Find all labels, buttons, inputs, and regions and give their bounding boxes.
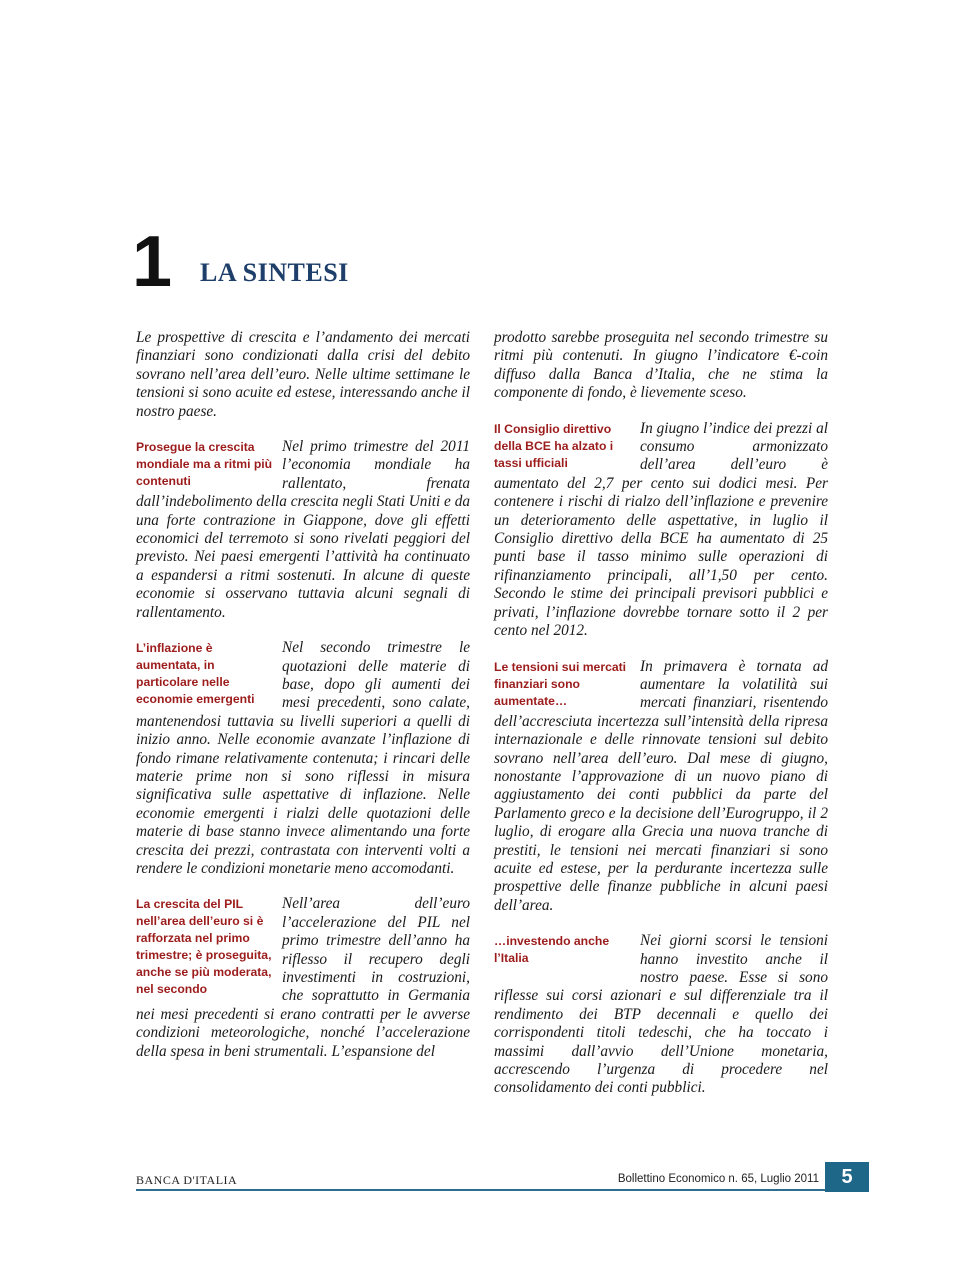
section-block bbox=[494, 420, 828, 641]
section-block bbox=[136, 895, 470, 1061]
left-intro-paragraph: Le prospettive di crescita e l’andamento dei mercati finanziari sono condizionati dalla crisi del debito sovrano nell’area dell’euro. Nelle ultime settimane le tensioni si sono acuite ed estese, interessando anche il nostro paese. bbox=[136, 329, 470, 420]
footer-divider bbox=[136, 1189, 869, 1191]
right-intro-paragraph: prodotto sarebbe proseguita nel secondo trimestre su ritmi più contenuti. In giugno l’indicatore €-coin diffuso dalla Banca d’Italia, che ne stima la componente di fondo, è lievemente sceso. bbox=[494, 329, 828, 402]
section-block bbox=[494, 658, 828, 916]
section-text: Nel primo trimestre del 2011 l’economia mondiale ha rallentato, frenata dall’indebolimento della crescita negli Stati Uniti e da una forte contrazione in Giappone, dove gli effetti economici del terremoto si sono rivelati peggiori del previsto. Nei paesi emergenti l’attività ha continuato a espandersi a ritmi sostenuti. In alcune di queste economie si osservano tuttavia alcuni segnali di rallentamento. bbox=[136, 438, 470, 621]
section-text: Nei giorni scorsi le tensioni hanno investito anche il nostro paese. Esse si sono riflesse sui corsi azionari e sul differenziale tra il rendimento dei BTP decennali e quello dei corrispondenti titoli tedeschi, che ha toccato i massimi dall’avvio dell’Unione monetaria, accrescendo l’urgenza di procedere nel consolidamento dei conti pubblici. bbox=[494, 932, 828, 1097]
section-text: In giugno l’indice dei prezzi al consumo armonizzato dell’area dell’euro è aumentato del 2,7 per cento sui dodici mesi. Per contenere i rischi di rialzo dell’inflazione e prevenire un deterioramento delle aspettative, in luglio il Consiglio direttivo della BCE ha aumentato di 25 punti base il tasso minimo sulle operazioni di rifinanziamento principali, all’1,50 per cento. Secondo le stime dei principali previsori pubblici e privati, l’inflazione dovrebbe tornare sotto il 2 per cento nel 2012. bbox=[494, 419, 828, 640]
margin-note: Il Consiglio direttivo della BCE ha alzato i tassi ufficiali bbox=[494, 421, 614, 470]
chapter-title: LA SINTESI bbox=[200, 258, 349, 287]
section-text: Nell’area dell’euro l’accelerazione del PIL nel primo trimestre dell’anno ha riflesso il recupero degli investimenti in costruzioni, che soprattutto in Germania nei mesi precedenti si erano contratti per le avverse condizioni meteorologiche, nonché l’accelerazione della spesa in beni strumentali. L’espansione del bbox=[136, 895, 470, 1060]
page-number: 5 bbox=[825, 1162, 869, 1192]
section-text: Nel secondo trimestre le quotazioni delle materie di base, dopo gli aumenti dei mesi precedenti, sono calate, mantenendosi tuttavia su livelli superiori a quelli di inizio anno. Nelle economie avanzate l’inflazione di fondo rimane relativamente contenuta; i rincari delle materie prime non si sono riflessi in misura significativa sulle aspettative di inflazione. Nelle economie emergenti i rialzi delle quotazioni delle materie di base stanno invece alimentando una forte crescita dei prezzi, contrastata con interventi volti a rendere le condizioni monetarie meno accomodanti. bbox=[136, 639, 470, 877]
margin-note: L’inflazione è aumentata, in particolare nelle economie emergenti bbox=[136, 641, 255, 707]
section-text: In primavera è tornata ad aumentare la volatilità sui mercati finanziari, risentendo dell’accresciuta incertezza sull’intensità della ripresa internazionale e delle rinnovate tensioni sul debito sovrano nell’area dell’euro. Dal mese di giugno, nonostante l’approvazione di un nuovo piano di aggiustamento dei conti pubblici da parte del Parlamento greco e la decisione dell’Eurogruppo, il 2 luglio, di erogare alla Grecia una nuova tranche di prestiti, le tensioni nei mercati finanziari si sono acuite ed estese, per la perdurante incertezza sulle prospettive delle finanze pubbliche in alcuni paesi dell’area. bbox=[494, 657, 828, 914]
section-block bbox=[494, 932, 828, 1098]
margin-note: Prosegue la crescita mondiale ma a ritmi più contenuti bbox=[136, 440, 273, 489]
margin-note: Le tensioni sui mercati finanziari sono aumentate… bbox=[494, 659, 627, 708]
footer-publication: Bollettino Economico n. 65, Luglio 2011 bbox=[617, 1173, 819, 1185]
section-block bbox=[136, 639, 470, 878]
margin-note: La crescita del PIL nell’area dell’euro si è rafforzata nel primo trimestre; è proseguita, anche se più moderata, nel secondo bbox=[136, 897, 272, 997]
section-block bbox=[136, 438, 470, 622]
right-column bbox=[494, 329, 828, 1115]
chapter-number: 1 bbox=[132, 222, 173, 302]
margin-note: …investendo anche l’Italia bbox=[494, 934, 610, 966]
footer-publisher: BANCA D'ITALIA bbox=[136, 1173, 238, 1187]
left-column bbox=[136, 329, 470, 1078]
